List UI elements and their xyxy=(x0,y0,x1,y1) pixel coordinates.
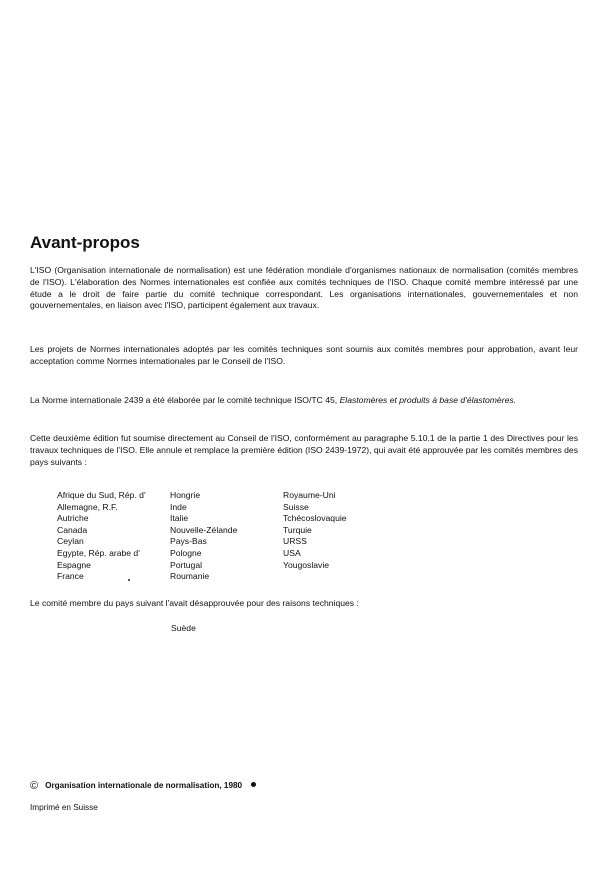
country-list-column-3 xyxy=(283,490,347,571)
country-item: Inde xyxy=(170,501,187,512)
country-list-column-1 xyxy=(57,490,146,583)
dissenting-country: Suède xyxy=(171,623,196,633)
page-title: Avant-propos xyxy=(30,233,140,252)
paragraph-edition-info: Cette deuxième édition fut soumise directement au Conseil de l'ISO, conformément au paragraphe 5.10.1 de la partie 1 des Directives pour les travaux techniques de l'ISO. Elle annule et remplace la première édition (ISO 2439-1972), qui avait été approuvée par les comités membres des pays suivants : xyxy=(30,433,578,467)
country-item: Allemagne, R.F. xyxy=(57,501,118,512)
country-item: Hongrie xyxy=(170,490,201,500)
country-item: Pays-Bas xyxy=(170,536,207,547)
country-item: France xyxy=(57,571,84,582)
standard-origin-text: La Norme internationale 2439 a été élaborée par le comité technique ISO/TC 45, xyxy=(30,395,340,405)
country-item: Roumanie xyxy=(170,571,210,582)
country-item: Autriche xyxy=(57,513,89,524)
bullet-icon xyxy=(251,782,256,787)
paragraph-disapproval: Le comité membre du pays suivant l'avait désapprouvée pour des raisons techniques : xyxy=(30,598,359,608)
country-item: Afrique du Sud, Rép. d' xyxy=(57,490,146,500)
country-list-column-2 xyxy=(170,490,237,583)
country-item: Turquie xyxy=(283,524,312,535)
country-item: Canada xyxy=(57,524,88,535)
country-item: Pologne xyxy=(170,547,202,558)
country-item: Yougoslavie xyxy=(283,559,330,570)
country-item: Suisse xyxy=(283,501,309,512)
country-item: Portugal xyxy=(170,559,203,570)
country-item: Egypte, Rép. arabe d' xyxy=(57,547,140,558)
paragraph-standard-origin xyxy=(30,395,578,407)
country-item: Italie xyxy=(170,513,189,524)
copyright-icon: © xyxy=(30,780,39,792)
copyright-text: Organisation internationale de normalisation, 1980 xyxy=(45,781,243,790)
committee-subject: Elastomères et produits à base d'élastomères. xyxy=(339,395,517,405)
country-item: Espagne xyxy=(57,559,91,570)
copyright-line xyxy=(30,780,256,792)
paragraph-draft-approval: Les projets de Normes internationales adoptés par les comités techniques sont soumis aux comités membres pour approbation, avant leur acceptation comme Normes internationales par le Conseil de l'ISO. xyxy=(30,344,578,366)
country-item: Nouvelle-Zélande xyxy=(170,524,238,535)
country-item: USA xyxy=(283,547,301,558)
stray-dot-mark xyxy=(128,579,130,581)
country-item: Ceylan xyxy=(57,536,84,547)
country-item: Royaume-Uni xyxy=(283,490,336,500)
paragraph-iso-intro: L'ISO (Organisation internationale de normalisation) est une fédération mondiale d'organismes nationaux de normalisation (comités membres de l'ISO). L'élaboration des Normes internationales est confiée aux comités techniques de l'ISO. Chaque comité membre intéressé par une étude a le droit de faire partie du comité technique correspondant. Les organisations internationales, gouvernementales et non gouvernementales, en liaison avec l'ISO, participent également aux travaux. xyxy=(30,265,578,311)
printed-in: Imprimé en Suisse xyxy=(30,803,98,812)
country-item: URSS xyxy=(283,536,307,547)
country-item: Tchécoslovaquie xyxy=(283,513,347,524)
